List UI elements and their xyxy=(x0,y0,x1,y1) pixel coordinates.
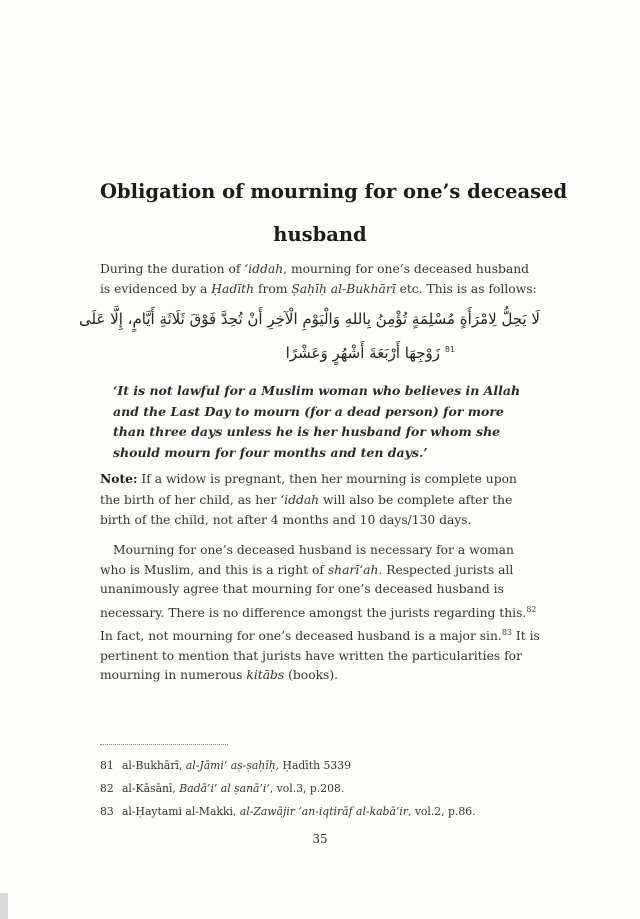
page-edge-shadow xyxy=(0,893,8,919)
footnote-text: al-Kāsānī, xyxy=(122,782,180,795)
footnote-number: 81 xyxy=(100,759,114,772)
term-shariah: sharī‘ah xyxy=(327,562,379,577)
term-kitabs: kitābs xyxy=(246,668,285,683)
footnote-number: 83 xyxy=(100,805,114,818)
title-line-2: husband xyxy=(273,223,367,246)
note-paragraph xyxy=(100,469,540,531)
footnote-ref: 82 xyxy=(526,604,537,614)
term-iddah: ‘iddah xyxy=(244,262,284,276)
arabic-text: زَوْجِهَا أَرْبَعَةَ أَشْهُرٍ وَعَشْرًا xyxy=(285,344,441,362)
footnote-item xyxy=(100,754,540,777)
intro-text: , mourning for one’s deceased husband is evidenced by a xyxy=(100,262,530,296)
body-text: In fact, not mourning for one’s deceased husband is a major sin. xyxy=(100,629,502,644)
body-text: (books). xyxy=(284,668,339,683)
body-text: Mourning for one’s deceased husband is necessary for a woman who is Muslim, and this is a right of xyxy=(100,543,514,577)
term-iddah: ‘iddah xyxy=(280,492,320,507)
note-text: If a widow is pregnant, then her mourning is complete upon the birth of her child, as her xyxy=(100,472,517,507)
footnote-ref: 83 xyxy=(501,628,512,638)
footnote-text: , Ḥadīth 5339 xyxy=(275,759,351,772)
footnotes xyxy=(100,754,540,823)
body-text: . Respected jurists all unanimously agree that mourning for one’s deceased husband is necessary. There is no difference amongst the jurists regarding this. xyxy=(100,562,527,620)
footnote-text: , vol.2, p.86. xyxy=(407,805,476,818)
note-text: will also be complete after the birth of the child, not after 4 months and 10 days/130 days. xyxy=(100,492,513,527)
body-text: It is pertinent to mention that jurists have written the particularities for mourning in numerous xyxy=(100,629,540,683)
footnote-item xyxy=(100,777,540,800)
footnote-divider xyxy=(100,744,228,745)
footnote-text: , vol.3, p.208. xyxy=(269,782,345,795)
arabic-hadith-line-2 xyxy=(15,344,455,362)
page-number: 35 xyxy=(312,832,328,846)
body-paragraph xyxy=(100,541,540,686)
footnote-source: Badā’i‘ al ṣanā’i‘ xyxy=(179,782,270,795)
intro-paragraph xyxy=(100,259,540,299)
footnote-ref: 81 xyxy=(444,345,455,354)
footnote-text: al-Bukhārī, xyxy=(122,759,186,772)
intro-text: etc. This is as follows: xyxy=(395,282,537,296)
footnote-source: al-Zawājir ‘an-iqtirāf al-kabā’ir xyxy=(239,805,408,818)
source-title: Ṣaḥīḥ al-Bukhārī xyxy=(291,282,396,296)
note-label: Note: xyxy=(100,471,138,486)
arabic-hadith-line-1: لَا يَحِلُّ لِامْرَأَةٍ مُسْلِمَةٍ تُؤْمِنُ بِاللهِ وَالْيَوْمِ الْآخِرِ أَنْ تُحِدَّ فَوْقَ ثَلَاثَةِ أَيَّامٍ، إِلَّا عَلَى xyxy=(78,310,540,328)
title-line-1: Obligation of mourning for one’s deceased xyxy=(100,180,568,203)
term-hadith: Ḥadīth xyxy=(211,282,255,296)
hadith-translation: ‘It is not lawful for a Muslim woman who believes in Allah and the Last Day to mourn (for a dead person) for more than three days unless he is her husband for whom she should mourn for four months and ten days.’ xyxy=(113,383,521,460)
intro-text: from xyxy=(254,282,292,296)
footnote-text: al-Ḥaytami al-Makki, xyxy=(122,805,240,818)
intro-text: During the duration of xyxy=(100,262,245,276)
chapter-title xyxy=(100,170,568,256)
footnote-number: 82 xyxy=(100,782,114,795)
footnote-source: al-Jāmi‘ aṣ-ṣaḥīḥ xyxy=(185,759,276,772)
footnote-item xyxy=(100,800,540,823)
